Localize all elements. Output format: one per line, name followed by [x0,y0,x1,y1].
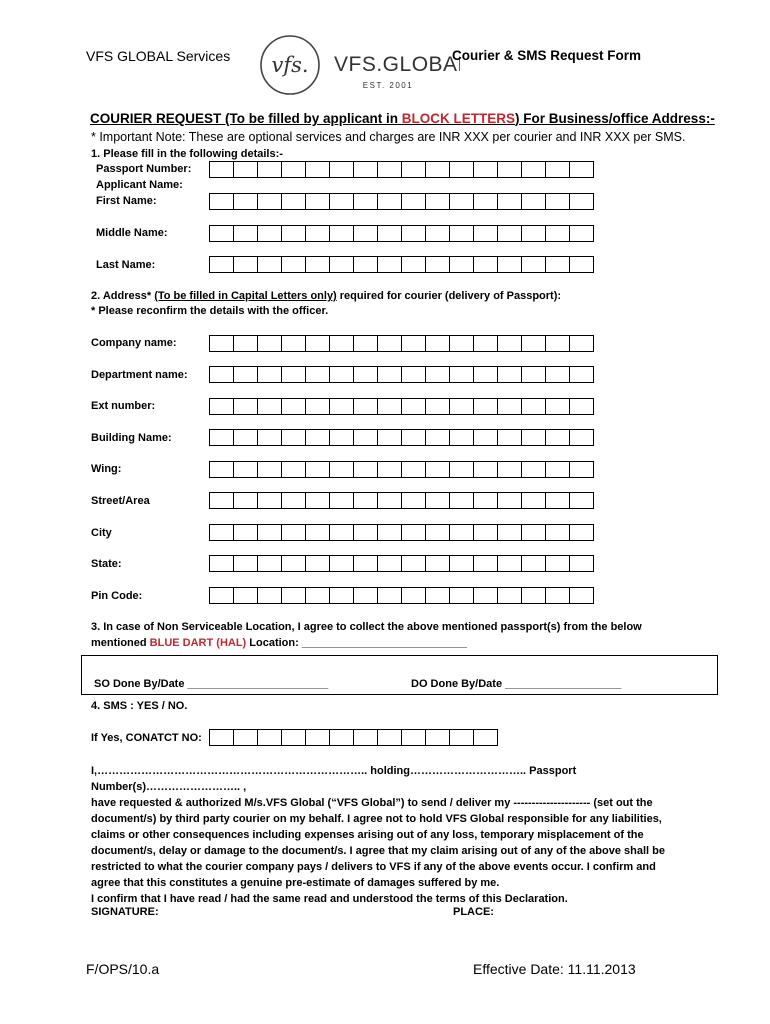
input-box-cell[interactable] [257,161,282,178]
input-box-cell[interactable] [521,587,546,604]
input-box-cell[interactable] [353,587,378,604]
input-box-cell[interactable] [425,366,450,383]
input-box-cell[interactable] [377,398,402,415]
input-box-cell[interactable] [281,366,306,383]
input-box-cell[interactable] [377,492,402,509]
input-box-cell[interactable] [473,555,498,572]
input-box-cell[interactable] [569,225,594,242]
input-box-cell[interactable] [353,335,378,352]
input-box-cell[interactable] [473,335,498,352]
city-label: City [91,527,112,539]
input-box-cell[interactable] [545,366,570,383]
input-box-cell[interactable] [569,461,594,478]
input-box-cell[interactable] [209,555,234,572]
declaration-line: document/s, delay or damage to the document/s. I agree that my claim arising out of any of the above shall be [91,845,665,857]
input-box-cell[interactable] [377,335,402,352]
input-box-cell[interactable] [569,335,594,352]
input-box-cell[interactable] [281,429,306,446]
input-box-cell[interactable] [233,587,258,604]
input-box-cell[interactable] [497,256,522,273]
input-box-cell[interactable] [473,161,498,178]
input-box-cell[interactable] [305,161,330,178]
input-box-cell[interactable] [497,524,522,541]
input-box-cell[interactable] [209,429,234,446]
passport-number-boxes[interactable] [209,161,593,178]
section3-line2: mentioned BLUE DART (HAL) Location: ___________________________ [91,637,468,649]
input-box-cell[interactable] [425,492,450,509]
input-box-cell[interactable] [329,335,354,352]
declaration-line: have requested & authorized M/s.VFS Global (“VFS Global”) to send / deliver my --------------------- (set out the [91,797,653,809]
section3-line1: 3. In case of Non Serviceable Location, I agree to collect the above mentioned passport(s) from the below [91,621,642,633]
input-box-cell[interactable] [353,729,378,746]
input-box-cell[interactable] [305,429,330,446]
input-box-cell[interactable] [233,429,258,446]
input-box-cell[interactable] [401,587,426,604]
input-box-cell[interactable] [545,161,570,178]
input-box-cell[interactable] [401,461,426,478]
input-box-cell[interactable] [257,256,282,273]
input-box-cell[interactable] [257,524,282,541]
input-box-cell[interactable] [257,398,282,415]
input-box-cell[interactable] [425,555,450,572]
middle-name-label: Middle Name: [96,227,168,239]
input-box-cell[interactable] [233,225,258,242]
input-box-cell[interactable] [545,398,570,415]
input-box-cell[interactable] [521,524,546,541]
state-label: State: [91,558,122,570]
department-name-label: Department name: [91,369,188,381]
input-box-cell[interactable] [497,461,522,478]
input-box-cell[interactable] [473,225,498,242]
input-box-cell[interactable] [353,461,378,478]
input-box-cell[interactable] [425,398,450,415]
input-box-cell[interactable] [209,335,234,352]
input-box-cell[interactable] [377,555,402,572]
input-box-cell[interactable] [449,429,474,446]
declaration-line: I confirm that I have read / had the same read and understood the terms of this Declaration. [91,893,568,905]
building-name-label: Building Name: [91,432,172,444]
input-box-cell[interactable] [545,256,570,273]
input-box-cell[interactable] [209,492,234,509]
input-box-cell[interactable] [569,256,594,273]
input-box-cell[interactable] [569,555,594,572]
input-box-cell[interactable] [233,555,258,572]
input-box-cell[interactable] [281,225,306,242]
input-box-cell[interactable] [473,524,498,541]
input-box-cell[interactable] [449,256,474,273]
input-box-cell[interactable] [473,587,498,604]
input-box-cell[interactable] [401,225,426,242]
input-box-cell[interactable] [425,729,450,746]
input-box-cell[interactable] [329,729,354,746]
pin-code-label: Pin Code: [91,590,143,602]
input-box-cell[interactable] [473,193,498,210]
input-box-cell[interactable] [305,366,330,383]
input-box-cell[interactable] [449,492,474,509]
input-box-cell[interactable] [233,461,258,478]
input-box-cell[interactable] [497,161,522,178]
company-name-boxes[interactable] [209,335,593,352]
input-box-cell[interactable] [401,335,426,352]
input-box-cell[interactable] [281,256,306,273]
input-box-cell[interactable] [257,729,282,746]
input-box-cell[interactable] [257,492,282,509]
input-box-cell[interactable] [329,366,354,383]
wing-label: Wing: [91,463,122,475]
input-box-cell[interactable] [425,335,450,352]
signature-label: SIGNATURE: [91,906,159,918]
input-box-cell[interactable] [353,225,378,242]
input-box-cell[interactable] [209,366,234,383]
input-box-cell[interactable] [449,587,474,604]
input-box-cell[interactable] [449,555,474,572]
input-box-cell[interactable] [497,335,522,352]
input-box-cell[interactable] [329,398,354,415]
input-box-cell[interactable] [569,587,594,604]
ext-number-label: Ext number: [91,400,156,412]
input-box-cell[interactable] [521,429,546,446]
input-box-cell[interactable] [521,193,546,210]
input-box-cell[interactable] [521,398,546,415]
input-box-cell[interactable] [377,161,402,178]
input-box-cell[interactable] [401,161,426,178]
input-box-cell[interactable] [425,429,450,446]
input-box-cell[interactable] [209,461,234,478]
input-box-cell[interactable] [521,335,546,352]
input-box-cell[interactable] [233,193,258,210]
input-box-cell[interactable] [569,161,594,178]
input-box-cell[interactable] [329,429,354,446]
input-box-cell[interactable] [305,492,330,509]
input-box-cell[interactable] [425,524,450,541]
input-box-cell[interactable] [497,492,522,509]
input-box-cell[interactable] [401,398,426,415]
sms-option: 4. SMS : YES / NO. [91,700,188,712]
input-box-cell[interactable] [425,161,450,178]
wing-boxes[interactable] [209,461,593,478]
input-box-cell[interactable] [497,587,522,604]
state-boxes[interactable] [209,555,593,572]
input-box-cell[interactable] [281,729,306,746]
input-box-cell[interactable] [353,398,378,415]
input-box-cell[interactable] [449,335,474,352]
input-box-cell[interactable] [305,461,330,478]
input-box-cell[interactable] [497,225,522,242]
input-box-cell[interactable] [281,524,306,541]
input-box-cell[interactable] [209,524,234,541]
input-box-cell[interactable] [281,193,306,210]
input-box-cell[interactable] [401,555,426,572]
input-box-cell[interactable] [353,429,378,446]
input-box-cell[interactable] [449,524,474,541]
input-box-cell[interactable] [281,587,306,604]
passport-label: Passport Number: [96,163,192,175]
input-box-cell[interactable] [305,225,330,242]
input-box-cell[interactable] [377,429,402,446]
input-box-cell[interactable] [569,398,594,415]
input-box-cell[interactable] [521,225,546,242]
street-area-boxes[interactable] [209,492,593,509]
input-box-cell[interactable] [329,225,354,242]
input-box-cell[interactable] [209,225,234,242]
input-box-cell[interactable] [257,193,282,210]
declaration-line: agree that this constitutes a genuine pre-estimate of damages suffered by me. [91,877,500,889]
input-box-cell[interactable] [209,193,234,210]
input-box-cell[interactable] [233,398,258,415]
input-box-cell[interactable] [425,225,450,242]
input-box-cell[interactable] [449,398,474,415]
input-box-cell[interactable] [353,555,378,572]
input-box-cell[interactable] [209,587,234,604]
input-box-cell[interactable] [257,555,282,572]
input-box-cell[interactable] [569,524,594,541]
input-box-cell[interactable] [305,729,330,746]
city-boxes[interactable] [209,524,593,541]
input-box-cell[interactable] [449,729,474,746]
input-box-cell[interactable] [329,492,354,509]
so-done-by: SO Done By/Date _______________________ [94,678,329,690]
input-box-cell[interactable] [497,366,522,383]
input-box-cell[interactable] [209,161,234,178]
input-box-cell[interactable] [569,366,594,383]
input-box-cell[interactable] [281,555,306,572]
last-name-label: Last Name: [96,259,156,271]
input-box-cell[interactable] [281,492,306,509]
header-left-text: VFS GLOBAL Services [86,48,231,64]
input-box-cell[interactable] [545,335,570,352]
do-done-by: DO Done By/Date ___________________ [411,678,622,690]
last-name-boxes[interactable] [209,256,593,273]
input-box-cell[interactable] [377,587,402,604]
input-box-cell[interactable] [425,256,450,273]
input-box-cell[interactable] [449,193,474,210]
input-box-cell[interactable] [473,729,498,746]
first-name-boxes[interactable] [209,193,593,210]
contact-no-label: If Yes, CONATCT NO: [91,732,202,744]
form-code: F/OPS/10.a [86,961,160,977]
input-box-cell[interactable] [473,492,498,509]
input-box-cell[interactable] [233,492,258,509]
input-box-cell[interactable] [521,555,546,572]
department-name-boxes[interactable] [209,366,593,383]
input-box-cell[interactable] [569,429,594,446]
input-box-cell[interactable] [329,555,354,572]
important-note: * Important Note: These are optional services and charges are INR XXX per courier and INR XXX per SMS. [91,130,686,144]
input-box-cell[interactable] [545,461,570,478]
input-box-cell[interactable] [377,366,402,383]
input-box-cell[interactable] [305,193,330,210]
input-box-cell[interactable] [545,524,570,541]
input-box-cell[interactable] [425,193,450,210]
input-box-cell[interactable] [545,587,570,604]
input-box-cell[interactable] [329,461,354,478]
pin-code-boxes[interactable] [209,587,593,604]
input-box-cell[interactable] [233,161,258,178]
input-box-cell[interactable] [329,193,354,210]
logo-mark: vfs. [271,53,309,77]
input-box-cell[interactable] [401,193,426,210]
input-box-cell[interactable] [545,225,570,242]
input-box-cell[interactable] [281,335,306,352]
input-box-cell[interactable] [305,335,330,352]
input-box-cell[interactable] [353,524,378,541]
input-box-cell[interactable] [521,492,546,509]
input-box-cell[interactable] [497,193,522,210]
input-box-cell[interactable] [401,366,426,383]
input-box-cell[interactable] [209,398,234,415]
input-box-cell[interactable] [377,461,402,478]
input-box-cell[interactable] [425,461,450,478]
input-box-cell[interactable] [305,587,330,604]
first-name-label: First Name: [96,195,157,207]
input-box-cell[interactable] [473,256,498,273]
input-box-cell[interactable] [257,587,282,604]
input-box-cell[interactable] [209,729,234,746]
input-box-cell[interactable] [281,161,306,178]
input-box-cell[interactable] [377,225,402,242]
vfs-logo [260,34,460,101]
input-box-cell[interactable] [473,461,498,478]
input-box-cell[interactable] [497,398,522,415]
input-box-cell[interactable] [233,729,258,746]
input-box-cell[interactable] [521,461,546,478]
input-box-cell[interactable] [305,524,330,541]
input-box-cell[interactable] [233,335,258,352]
input-box-cell[interactable] [569,492,594,509]
place-label: PLACE: [453,906,494,918]
input-box-cell[interactable] [449,161,474,178]
logo-name: VFS.GLOBAL [334,53,460,76]
input-box-cell[interactable] [449,366,474,383]
input-box-cell[interactable] [257,335,282,352]
declaration-line: claims or other consequences including expenses arising out of any loss, temporary misplacement of the [91,829,644,841]
input-box-cell[interactable] [329,161,354,178]
input-box-cell[interactable] [377,193,402,210]
input-box-cell[interactable] [329,587,354,604]
applicant-label: Applicant Name: [96,179,183,191]
input-box-cell[interactable] [425,587,450,604]
input-box-cell[interactable] [521,161,546,178]
input-box-cell[interactable] [377,729,402,746]
input-box-cell[interactable] [233,524,258,541]
input-box-cell[interactable] [281,461,306,478]
input-box-cell[interactable] [353,161,378,178]
input-box-cell[interactable] [569,193,594,210]
section2-heading: 2. Address* (To be filled in Capital Letters only) required for courier (delivery of Passport): [91,290,562,302]
input-box-cell[interactable] [257,366,282,383]
input-box-cell[interactable] [473,366,498,383]
ext-number-boxes[interactable] [209,398,593,415]
input-box-cell[interactable] [305,555,330,572]
input-box-cell[interactable] [329,256,354,273]
input-box-cell[interactable] [233,256,258,273]
declaration-text [91,763,691,907]
input-box-cell[interactable] [545,555,570,572]
header-right-text: Courier & SMS Request Form [452,48,642,63]
input-box-cell[interactable] [281,398,306,415]
input-box-cell[interactable] [209,256,234,273]
street-area-label: Street/Area [91,495,150,507]
input-box-cell[interactable] [257,429,282,446]
input-box-cell[interactable] [473,429,498,446]
input-box-cell[interactable] [449,461,474,478]
input-box-cell[interactable] [401,729,426,746]
input-box-cell[interactable] [233,366,258,383]
declaration-line: restricted to what the courier company pays / delivers to VFS if any of the above events occur. I confirm and [91,861,656,873]
input-box-cell[interactable] [497,429,522,446]
input-box-cell[interactable] [545,193,570,210]
contact-no-boxes[interactable] [209,729,497,746]
input-box-cell[interactable] [353,256,378,273]
section1-heading: 1. Please fill in the following details:- [91,148,283,160]
input-box-cell[interactable] [521,366,546,383]
input-box-cell[interactable] [377,524,402,541]
input-box-cell[interactable] [497,555,522,572]
middle-name-boxes[interactable] [209,225,593,242]
input-box-cell[interactable] [545,492,570,509]
form-title: COURIER REQUEST (To be filled by applicant in BLOCK LETTERS) For Business/office Address:- [90,111,715,126]
reconfirm-note: * Please reconfirm the details with the officer. [91,305,329,317]
input-box-cell[interactable] [353,366,378,383]
input-box-cell[interactable] [521,256,546,273]
input-box-cell[interactable] [305,256,330,273]
input-box-cell[interactable] [401,524,426,541]
effective-date: Effective Date: 11.11.2013 [473,961,636,977]
input-box-cell[interactable] [353,193,378,210]
input-box-cell[interactable] [353,492,378,509]
input-box-cell[interactable] [257,225,282,242]
input-box-cell[interactable] [473,398,498,415]
input-box-cell[interactable] [377,256,402,273]
input-box-cell[interactable] [401,492,426,509]
input-box-cell[interactable] [401,256,426,273]
input-box-cell[interactable] [449,225,474,242]
declaration-line: document/s) by third party courier on my behalf. I agree not to hold VFS Global responsible for any liabilities, [91,813,662,825]
company-name-label: Company name: [91,337,177,349]
logo-est: EST. 2001 [362,81,414,90]
input-box-cell[interactable] [305,398,330,415]
building-name-boxes[interactable] [209,429,593,446]
declaration-line: I,……………………………………………………………….. holding………………………….. Passport Number(s)…………………….. , [91,765,577,793]
input-box-cell[interactable] [401,429,426,446]
input-box-cell[interactable] [257,461,282,478]
input-box-cell[interactable] [545,429,570,446]
input-box-cell[interactable] [329,524,354,541]
